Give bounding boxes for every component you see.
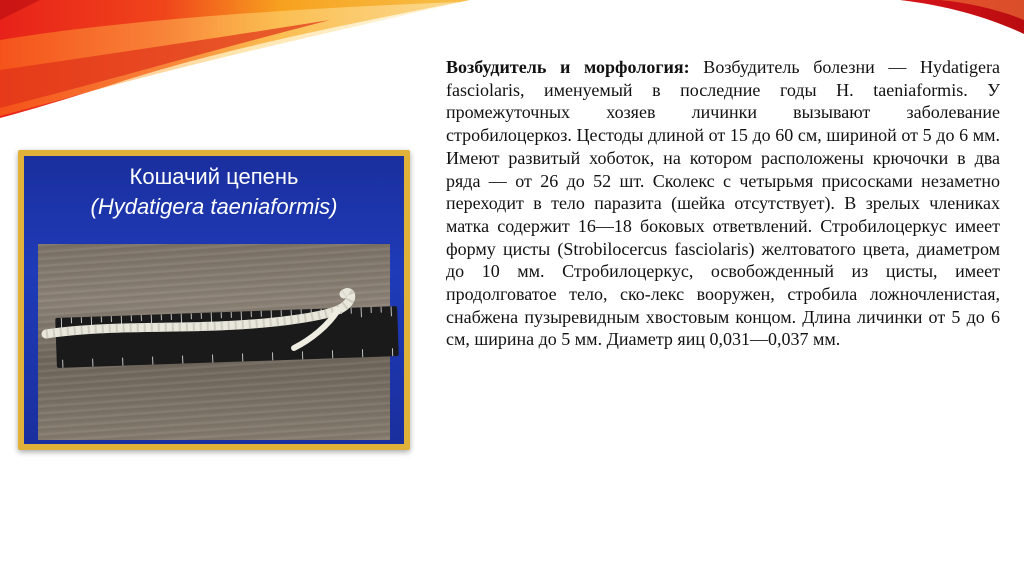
parasite-photo [18, 150, 410, 450]
description-heading: Возбудитель и морфология: [446, 57, 690, 77]
photo-panel [24, 156, 404, 444]
tapeworm-image [38, 244, 390, 440]
wooden-surface [38, 244, 390, 440]
photo-title: Кошачий цепень [129, 164, 299, 189]
photo-subtitle: (Hydatigera taeniaformis) [90, 194, 338, 219]
description-body: Возбудитель болезни — Hydatigera fasciolaris, именуемый в последние годы H. taeniaformis. У промежуточных хозяев личинки вызывают заболевание стробилоцеркоз. Цестоды длиной от 15 до 60 см, шириной от 5 до 6 мм. Имеют развитый хоботок, на котором расположены крючочки в два ряда — от 26 до 52 шт. Сколекс с четырьмя присосками незаметно переходит в тело паразита (шейка отсутствует). В зрелых члениках матка содержит 16—18 боковых ответвлений. Стробилоцеркус имеет форму цисты (Strobilocercus fasciolaris) желтоватого цвета, диаметром до 10 мм. Стробилоцеркус, освобожденный из цисты, имеет продолговатое тело, ско-лекс вооружен, стробила ложночленистая, снабжена пузыревидным хвостовым концом. Длина личинки от 5 до 6 см, ширина до 5 мм. Диаметр яиц 0,031—0,037 мм. [446, 57, 1001, 350]
description-text [446, 56, 1000, 351]
